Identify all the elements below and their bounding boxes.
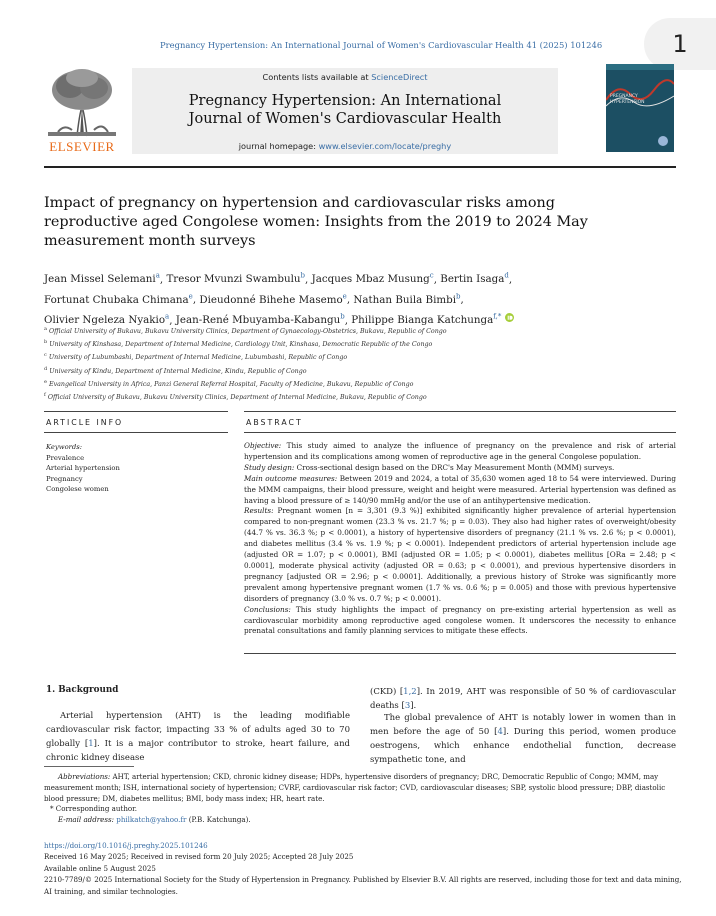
abstract-top-rule	[244, 411, 676, 412]
homepage-prefix: journal homepage:	[238, 141, 319, 151]
article-title: Impact of pregnancy on hypertension and cardiovascular risks among reproductive aged Congolese women: Insights from the 2019 to 2024 May measurement month surveys	[44, 195, 588, 249]
cover-art-icon	[606, 72, 674, 112]
conclusions-text: This study highlights the impact of pregnancy on pre-existing arterial hypertension as well as cardiovascular morbidity among reproductive aged congolese women. It underscores the necessity to enhance prenatal consultations and family planning services to mitigate these effects.	[244, 604, 676, 636]
abstract-bottom-rule	[244, 653, 676, 654]
journal-banner	[132, 68, 558, 154]
abstract-heading: ABSTRACT	[246, 418, 303, 427]
measures-label: Main outcome measures:	[244, 473, 338, 483]
sciencedirect-link[interactable]: ScienceDirect	[371, 72, 428, 82]
results-label: Results:	[244, 506, 274, 516]
orcid-icon[interactable]	[505, 313, 514, 322]
measures-text: Between 2019 and 2024, a total of 35,630 women aged 18 to 54 were interviewed. During the MMM campaigns, their blood pressure, weight and height were measured. Arterial hypertension was defined as having a blood pressure of ≥ 140/90 mmHg and/or the use of an antihypertensive medication.	[244, 473, 676, 505]
author-list: Jean Missel Selemani$^a$, Tresor Mvunzi Swambulu$^b$, Jacques Mbaz Musung$^c$, Bertin Isaga$^d$, Fortunat Chubaka Chimana$^e$, Dieudonné Bihehe Masemo$^e$, Nathan Buila Bimbi$^b$, Olivier Ngeleza Nyakio$^a$, Jean-René Mbuyamba-Kabangu$^b$, Philippe Bianga Katchunga$^{f,*}$	[44, 272, 513, 327]
keywords-label: Keywords:	[46, 443, 83, 451]
affiliation: $^f$ Official University of Bukavu, Bukavu University Clinics, Department of Internal Medicine, Bukavu, Republic of Congo	[44, 391, 427, 402]
journal-title-line1: Pregnancy Hypertension: An International	[188, 93, 502, 109]
info-top-rule	[44, 411, 228, 412]
journal-masthead	[44, 64, 676, 156]
reference-link[interactable]: 1,2	[403, 687, 417, 697]
footnotes: Abbreviations: AHT, arterial hypertension; CKD, chronic kidney disease; HDPs, hypertensive disorders of pregnancy; DRC, Democratic Republic of Congo; MMM, may measurement month; ISH, international society of hypertension; CVRF, cardiovascular risk factor; CVD, cardiovascular diseases; SBP, systolic blood pressure; DBP, diastolic blood pressure; DM, diabetes mellitus; BMI, body mass index; HR, heart rate. * Corresponding author. E-mail address: philkatch@yahoo.fr (P.B. Katchunga).	[44, 772, 676, 826]
reference-link[interactable]: 4	[497, 727, 503, 737]
reference-link[interactable]: 1	[88, 739, 94, 749]
author[interactable]: Olivier Ngeleza Nyakio$^a$	[44, 312, 170, 327]
journal-title-line2: Journal of Women's Cardiovascular Health	[188, 111, 502, 127]
abstract-text	[244, 441, 676, 637]
abbreviations-text: AHT, arterial hypertension; CKD, chronic kidney disease; HDPs, hypertensive disorders of pregnancy; DRC, Democratic Republic of Congo; MMM, may measurement month; ISH, international society of hypertension; CVRF, cardiovascular risk factor; CVD, cardiovascular diseases; SBP, systolic blood pressure; DBP, diastolic blood pressure; DM, diabetes mellitus; BMI, body mass index; HR, heart rate.	[44, 772, 666, 803]
affiliation: $^b$ University of Kinshasa, Department of Internal Medicine, Cardiology Unit, Kinshasa, Democratic Republic of the Congo	[44, 339, 433, 349]
contents-prefix: Contents lists available at	[262, 72, 372, 82]
keyword[interactable]: Congolese women	[46, 485, 109, 494]
journal-title	[132, 92, 558, 128]
affiliation: $^a$ Official University of Bukavu, Bukavu University Clinics, Department of Gynaecology-Obstetrics, Bukavu, Republic of Congo	[44, 326, 447, 336]
results-text: Pregnant women [n = 3,301 (9.3 %)] exhibited significantly higher prevalence of arterial hypertension compared to non-pregnant women (23.3 % vs. 21.7 %; p = 0.03). They also had higher rates of overweight/obesity (44.7 % vs. 36.3 %; p < 0.0001), a history of hypertensive disorders of pregnancy (21.1 % vs. 2.6 %; p < 0.0001), and diabetes mellitus (3.4 % vs. 1.9 %; p < 0.0001). Independent predictors of arterial hypertension include age (adjusted OR = 1.07; p < 0.0001), BMI (adjusted OR = 1.05; p < 0.0001), diabetes mellitus [ORa = 2.48; p < 0.0001], moderate physical activity (adjusted OR = 0.63; p < 0.0001), and previous hypertensive disorders in pregnancy [adjusted OR = 2.96; p < 0.0001]. Additionally, a previous history of Stroke was significantly more prevalent among hypertensive pregnant women (1.7 % vs. 0.6 %; p = 0.005) and those with previous hypertensive disorders of pregnancy (3.0 % vs. 0.7 %; p < 0.0001).	[244, 506, 676, 603]
received-dates: Received 16 May 2025; Received in revised form 20 July 2025; Accepted 28 July 2025	[44, 852, 354, 862]
author[interactable]: Bertin Isaga$^d$	[440, 272, 509, 286]
keyword[interactable]: Prevalence	[46, 453, 85, 462]
elsevier-logo	[44, 66, 120, 154]
author[interactable]: Dieudonné Bihehe Masemo$^e$	[199, 292, 347, 306]
running-head: Pregnancy Hypertension: An International Journal of Women's Cardiovascular Health 41 (2025) 101246	[160, 40, 603, 50]
abbreviations-label: Abbreviations:	[58, 772, 111, 781]
author[interactable]: Jean Missel Selemani$^a$	[44, 272, 160, 286]
info-sub-rule	[44, 432, 228, 433]
conclusions-label: Conclusions:	[244, 604, 291, 614]
copyright-notice: 2210-7789/© 2025 International Society for the Study of Hypertension in Pregnancy. Published by Elsevier B.V. All rights are reserved, including those for text and data mining, AI training, and similar technologies.	[44, 875, 682, 896]
publisher-name: ELSEVIER	[49, 139, 115, 154]
contents-line	[132, 72, 558, 82]
section-heading: 1. Background	[46, 685, 119, 695]
design-text: Cross-sectional design based on the DRC's May Measurement Month (MMM) surveys.	[294, 462, 615, 472]
homepage-link[interactable]: www.elsevier.com/locate/preghy	[318, 141, 452, 151]
design-label: Study design:	[244, 462, 295, 472]
reference-link[interactable]: 3	[404, 701, 411, 711]
corresponding-note: * Corresponding author.	[50, 804, 138, 814]
keywords-block	[46, 442, 226, 495]
article-info-heading: ARTICLE INFO	[46, 418, 124, 427]
body-col2-paragraph: (CKD) [1,2]. In 2019, AHT was responsible of 50 % of cardiovascular deaths [3].	[370, 687, 676, 711]
author[interactable]: Philippe Bianga Katchunga$^{f,*}$	[351, 312, 502, 327]
affiliations	[44, 324, 674, 403]
objective-text: This study aimed to analyze the influence of pregnancy on the prevalence and risk of arterial hypertension and its complications among women of reproductive age in the general Congolese population.	[244, 441, 676, 461]
objective-label: Objective:	[244, 441, 282, 450]
page-number: 1	[644, 18, 716, 70]
keyword[interactable]: Arterial hypertension	[46, 464, 120, 473]
author[interactable]: Tresor Mvunzi Swambulu$^b$	[166, 272, 306, 286]
body-col1-paragraph: Arterial hypertension (AHT) is the leading modifiable cardiovascular risk factor, impacting 33 % of adults aged 30 to 70 globally [1]. It is a major contributor to stroke, heart failure, and chronic kidney disease	[46, 711, 350, 763]
author[interactable]: Nathan Buila Bimbi$^b$	[353, 292, 461, 306]
doi-link[interactable]: https://doi.org/10.1016/j.preghy.2025.101246	[44, 841, 208, 850]
available-online: Available online 5 August 2025	[44, 863, 156, 873]
body-col2-paragraph2: The global prevalence of AHT is notably lower in women than in men before the age of 50 [4]. During this period, women produce oestrogens, which enhance endothelial function, decrease sympathetic tone, and	[370, 713, 676, 765]
elsevier-tree-icon	[44, 66, 120, 138]
homepage-line	[132, 141, 558, 151]
email-link[interactable]: philkatch@yahoo.fr	[116, 815, 187, 825]
author[interactable]: Jacques Mbaz Musung$^c$	[311, 272, 434, 286]
author[interactable]: Fortunat Chubaka Chimana$^e$	[44, 292, 193, 306]
cover-label: PREGNANCY HYPERTENSION	[610, 94, 645, 105]
publication-info	[44, 840, 684, 897]
affiliation: $^e$ Evangelical University in Africa, Panzi General Referral Hospital, Faculty of Medicine, Bukavu, Republic of Congo	[44, 378, 414, 388]
keyword[interactable]: Pregnancy	[46, 474, 83, 483]
masthead-rule	[44, 166, 676, 168]
author[interactable]: Jean-René Mbuyamba-Kabangu$^b$	[175, 312, 345, 327]
affiliation: $^d$ University of Kindu, Department of Internal Medicine, Kindu, Republic of Congo	[44, 365, 307, 375]
email-label: E-mail address:	[58, 815, 117, 825]
journal-cover	[606, 64, 674, 152]
footnote-rule	[44, 766, 134, 767]
affiliation: $^c$ University of Lubumbashi, Department of Internal Medicine, Lubumbashi, Republic of Congo	[44, 352, 348, 362]
abstract-sub-rule	[244, 432, 676, 433]
